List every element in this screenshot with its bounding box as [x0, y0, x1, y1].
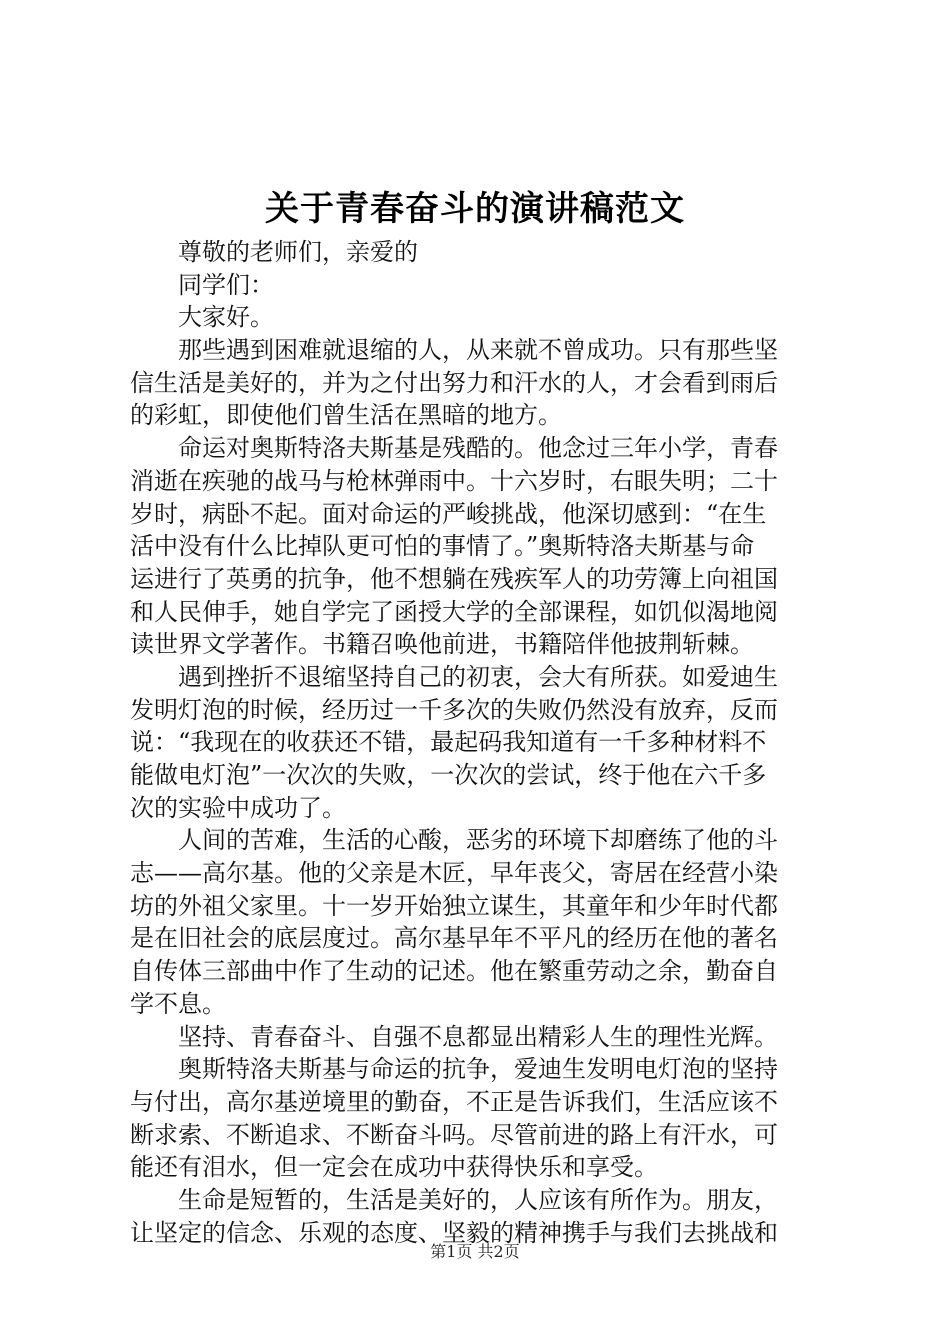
- text-line: 断求索、不断追求、不断奋斗吗。尽管前进的路上有汗水，可: [130, 1120, 778, 1149]
- text-line: 是在旧社会的底层度过。高尔基早年不平凡的经历在他的著名: [130, 924, 778, 953]
- text-line: 生命是短暂的，生活是美好的，人应该有所作为。朋友，: [178, 1185, 778, 1214]
- text-line: 活中没有什么比掉队更可怕的事情了。”奥斯特洛夫斯基与命: [130, 532, 755, 561]
- document-body: [130, 236, 830, 1249]
- text-line: 坊的外祖父家里。十一岁开始独立谋生，其童年和少年时代都: [130, 891, 778, 920]
- text-line: 与付出，高尔基逆境里的勤奋，不正是告诉我们，生活应该不: [130, 1087, 778, 1116]
- text-line: 岁时，病卧不起。面对命运的严峻挑战，他深切感到：“在生: [130, 499, 767, 528]
- text-line: 次的实验中成功了。: [130, 793, 346, 822]
- text-line: 消逝在疾驰的战马与枪林弹雨中。十六岁时，右眼失明；二十: [130, 466, 778, 495]
- text-line: 的彩虹，即使他们曾生活在黑暗的地方。: [130, 401, 562, 430]
- text-line: 运进行了英勇的抗争，他不想躺在残疾军人的功劳簿上向祖国: [130, 564, 778, 593]
- text-line: 人间的苦难，生活的心酸，恶劣的环境下却磨练了他的斗: [178, 826, 778, 855]
- text-line: 读世界文学著作。书籍召唤他前进，书籍陪伴他披荆斩棘。: [130, 630, 754, 659]
- text-line: 学不息。: [130, 989, 226, 1018]
- text-line: 那些遇到困难就退缩的人，从来就不曾成功。只有那些坚: [178, 336, 778, 365]
- text-line: 和人民伸手，她自学完了函授大学的全部课程，如饥似渴地阅: [130, 597, 778, 626]
- page-footer: 第1页 共2页: [430, 1242, 520, 1261]
- text-line: 坚持、青春奋斗、自强不息都显出精彩人生的理性光辉。: [178, 1022, 778, 1051]
- text-line: 让坚定的信念、乐观的态度、坚毅的精神携手与我们去挑战和: [130, 1218, 778, 1247]
- text-line: 信生活是美好的，并为之付出努力和汗水的人，才会看到雨后: [130, 368, 778, 397]
- text-line: 志——高尔基。他的父亲是木匠，早年丧父，寄居在经营小染: [130, 859, 778, 888]
- text-line: 发明灯泡的时候，经历过一千多次的失败仍然没有放弃，反而: [130, 695, 778, 724]
- text-line: 能还有泪水，但一定会在成功中获得快乐和享受。: [130, 1153, 658, 1182]
- text-line: 尊敬的老师们，亲爱的: [178, 238, 418, 266]
- text-line: 同学们：: [178, 270, 274, 299]
- text-line: 说：“我现在的收获还不错，最起码我知道有一千多种材料不: [130, 728, 767, 757]
- document-title: 关于青春奋斗的演讲稿范文: [265, 189, 685, 229]
- text-line: 自传体三部曲中作了生动的记述。他在繁重劳动之余，勤奋自: [130, 957, 778, 986]
- text-line: 遇到挫折不退缩坚持自己的初衷，会大有所获。如爱迪生: [178, 662, 778, 691]
- text-line: 大家好。: [178, 303, 274, 332]
- text-line: 命运对奥斯特洛夫斯基是残酷的。他念过三年小学，青春: [178, 434, 778, 463]
- text-line: 奥斯特洛夫斯基与命运的抗争，爱迪生发明电灯泡的坚持: [178, 1055, 778, 1084]
- text-line: 能做电灯泡”一次次的失败，一次次的尝试，终于他在六千多: [130, 761, 767, 789]
